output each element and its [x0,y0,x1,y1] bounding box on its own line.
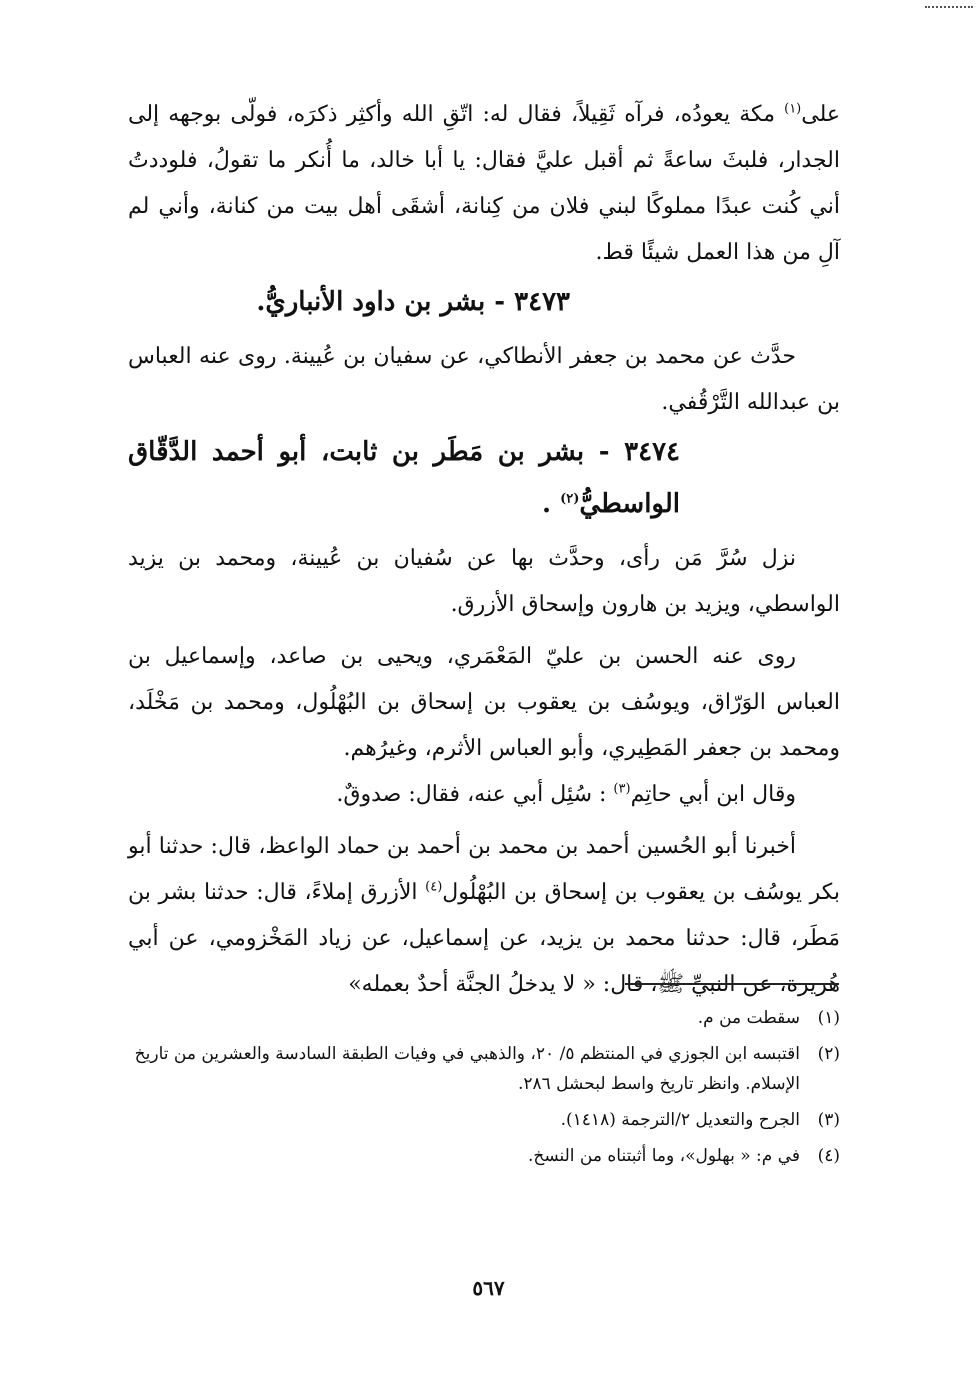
footnote-2 [128,1039,840,1099]
paragraph-1 [128,92,840,276]
paragraph-2: حدَّث عن محمد بن جعفر الأنطاكي، عن سفيان بن عُيينة. روى عنه العباس بن عبدالله التَّرْقُفي. [128,344,840,415]
footnote-text: الجرح والتعديل ٢/الترجمة (١٤١٨). [560,1110,800,1130]
footnote-number: (١) [817,1008,840,1028]
footnote-3 [128,1105,840,1135]
page-number: ٥٦٧ [472,1276,505,1300]
footnote-text: اقتبسه ابن الجوزي في المنتظم ٥/ ٢٠، والذهبي في وفيات الطبقة السادسة والعشرين من تاريخ الإسلام. وانظر تاريخ واسط لبحشل ٢٨٦. [134,1044,800,1094]
footnote-separator [625,983,839,985]
footnote-ref-1[interactable]: (١) [784,101,802,117]
entry-heading-3474 [128,426,840,530]
entry-number: ٣٤٧٤ [624,437,680,467]
entry-name: بشر بن داود الأنباريُّ. [256,287,486,317]
footnote-number: (٢) [817,1044,840,1064]
entry-heading-3473 [128,276,840,328]
entry-name: بشر بن مَطَر بن ثابت، أبو أحمد الدَّقّاق الواسطيُّ [128,437,680,519]
paragraph-6-start: أخبرنا أبو الحُسين أحمد بن محمد بن أحمد بن حماد الواعظ، قال: حدثنا أبو بكر يوسُف بن يعقوب بن إسحاق بن البُهْلُول [128,834,841,905]
entry-number: ٣٤٧٣ [514,287,570,317]
paragraph-5 [128,772,840,818]
footnote-text: سقطت من م. [697,1008,800,1028]
main-text [128,92,840,1008]
paragraph-5-start: وقال ابن أبي حاتِم [630,782,796,807]
paragraph-1-rest: مكة يعودُه، فرآه ثَقِيلاً، فقال له: اتّقِ الله وأكثِر ذكرَه، فولّى بوجهه إلى الجدار، فلبثَ ساعةً ثم أقبل عليَّ فقال: يا أبا خالد، ما أُنكر ما تقولُ، فلوددتُ أني كُنت عبدًا مملوكًا لبني فلان من كِنانة، أشقَى أهل بيت من كنانة، وأني لم آلِ من هذا العمل شيئًا قط. [128,102,840,265]
paragraph-6 [128,824,840,1008]
paragraph-1-start: على [801,102,840,127]
footnote-number: (٣) [817,1110,840,1130]
footnotes [128,1003,840,1177]
footnote-text: في م: « بهلول»، وما أثبتناه من النسخ. [527,1146,800,1166]
entry-end: . [542,489,561,519]
top-corner-mark [925,6,973,10]
footnote-1 [128,1003,840,1033]
footnote-4 [128,1141,840,1171]
entry-dash: - [584,437,625,467]
footnote-ref-4[interactable]: (٤) [425,879,443,895]
footnote-ref-2[interactable]: (٢) [560,491,580,507]
footnote-ref-3[interactable]: (٣) [613,781,631,797]
entry-dash: - [485,287,515,317]
paragraph-3: نزل سُرَّ مَن رأى، وحدَّث بها عن سُفيان بن عُيينة، ومحمد بن يزيد الواسطي، ويزيد بن هارون وإسحاق الأزرق. [128,546,840,617]
paragraph-6-rest: الأزرق إملاءً، قال: حدثنا بشر بن مَطَر، قال: حدثنا محمد بن يزيد، عن إسماعيل، عن زياد المَخْزومي، عن أبي هُريرة، عن النبيِّ ﷺ، قال: « لا يدخلُ الجنَّة أحدٌ بعمله» [128,880,840,997]
paragraph-5-rest: : سُئِل أبي عنه، فقال: صدوقٌ. [336,782,614,807]
paragraph-4: روى عنه الحسن بن عليّ المَعْمَري، ويحيى بن صاعد، وإسماعيل بن العباس الوَرّاق، ويوسُف بن يعقوب بن إسحاق بن البُهْلُول، ومحمد بن مَخْلَد، ومحمد بن جعفر المَطِيري، وأبو العباس الأثرم، وغيرُهم. [128,644,840,761]
footnote-number: (٤) [817,1146,840,1166]
